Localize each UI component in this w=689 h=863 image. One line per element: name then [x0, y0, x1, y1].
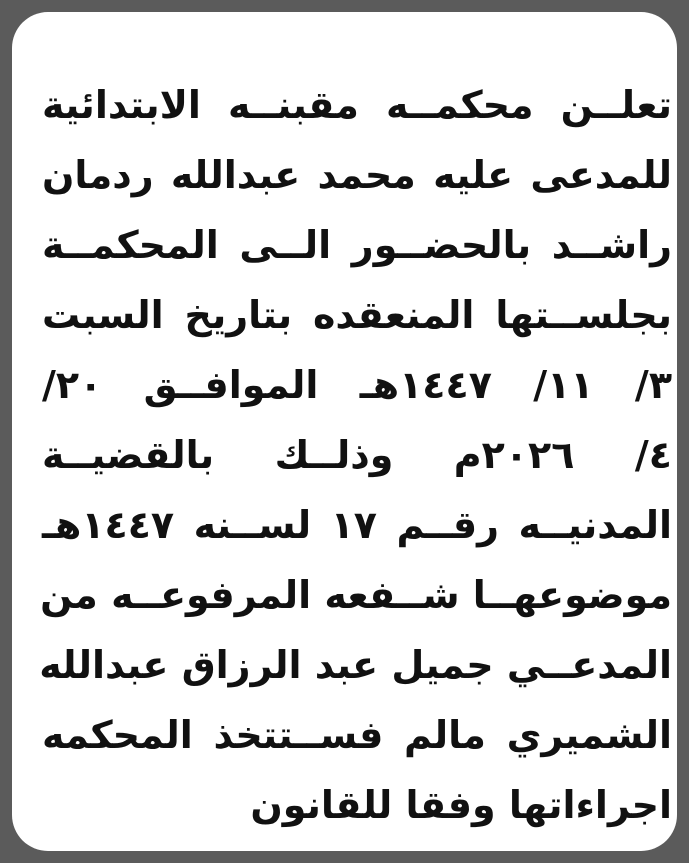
notice-line-11: اجراءاتها وفقا للقانون [250, 783, 672, 827]
notice-line-6: ٤/ ٢٠٢٦م وذلــك بالقضيــة [42, 433, 672, 477]
notice-line-2: للمدعى عليه محمد عبدالله ردمان [42, 153, 672, 197]
court-notice-text [39, 70, 673, 840]
notice-card [12, 12, 677, 851]
notice-line-4: بجلســتها المنعقده بتاريخ السبت [42, 293, 672, 337]
notice-line-10: الشميري مالم فســتتخذ المحكمه [42, 713, 672, 757]
notice-line-9: المدعــي جميل عبد الرزاق عبدالله [39, 643, 672, 687]
notice-line-1: تعلــن محكمــه مقبنــه الابتدائية [42, 83, 672, 127]
notice-line-3: راشــد بالحضــور الــى المحكمــة [42, 223, 672, 267]
notice-line-8: موضوعهــا شــفعه المرفوعــه من [40, 573, 672, 617]
notice-line-5: ٣/ ١١/ ١٤٤٧هـ الموافــق ٢٠/ [42, 363, 673, 407]
notice-line-7: المدنيــه رقــم ١٧ لســنه ١٤٤٧هـ [42, 503, 672, 547]
